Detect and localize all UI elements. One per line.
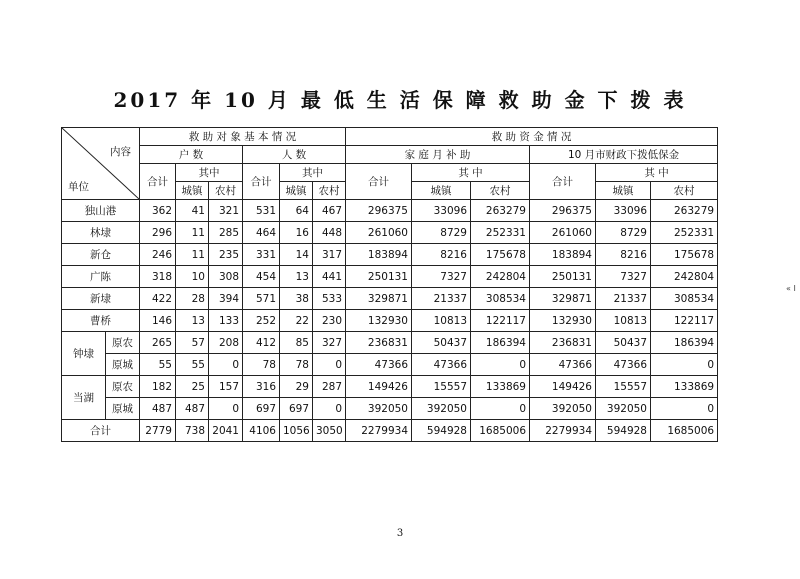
value-cell: 47366 (346, 354, 412, 376)
allowance-table (61, 127, 718, 442)
value-cell: 8216 (596, 244, 651, 266)
value-cell: 22 (280, 310, 313, 332)
value-cell: 8216 (412, 244, 471, 266)
header-total: 合计 (530, 164, 596, 200)
header-total: 合计 (243, 164, 280, 200)
value-cell: 454 (243, 266, 280, 288)
value-cell: 2779 (140, 420, 176, 442)
value-cell: 50437 (412, 332, 471, 354)
value-cell: 14 (280, 244, 313, 266)
header-of-which: 其中 (176, 164, 243, 182)
header-oct-allocation: 10 月市财政下拨低保金 (530, 146, 718, 164)
value-cell: 122117 (471, 310, 530, 332)
sub-unit-label: 原农 (106, 332, 140, 354)
value-cell: 246 (140, 244, 176, 266)
value-cell: 571 (243, 288, 280, 310)
value-cell: 47366 (596, 354, 651, 376)
value-cell: 0 (209, 398, 243, 420)
value-cell: 38 (280, 288, 313, 310)
value-cell: 296375 (346, 200, 412, 222)
value-cell: 16 (280, 222, 313, 244)
value-cell: 122117 (651, 310, 718, 332)
value-cell: 175678 (471, 244, 530, 266)
value-cell: 208 (209, 332, 243, 354)
value-cell: 4106 (243, 420, 280, 442)
value-cell: 329871 (346, 288, 412, 310)
value-cell: 533 (313, 288, 346, 310)
value-cell: 287 (313, 376, 346, 398)
value-cell: 47366 (412, 354, 471, 376)
table-row (62, 266, 718, 288)
total-row (62, 420, 718, 442)
value-cell: 242804 (471, 266, 530, 288)
unit-label: 独山港 (62, 200, 140, 222)
value-cell: 15557 (596, 376, 651, 398)
value-cell: 242804 (651, 266, 718, 288)
value-cell: 21337 (412, 288, 471, 310)
value-cell: 55 (176, 354, 209, 376)
value-cell: 252331 (471, 222, 530, 244)
value-cell: 235 (209, 244, 243, 266)
value-cell: 487 (176, 398, 209, 420)
value-cell: 132930 (530, 310, 596, 332)
sub-unit-label: 原城 (106, 354, 140, 376)
value-cell: 531 (243, 200, 280, 222)
table-row (62, 310, 718, 332)
value-cell: 230 (313, 310, 346, 332)
value-cell: 149426 (530, 376, 596, 398)
value-cell: 133 (209, 310, 243, 332)
value-cell: 394 (209, 288, 243, 310)
table-row (62, 222, 718, 244)
sub-unit-label: 原农 (106, 376, 140, 398)
value-cell: 47366 (530, 354, 596, 376)
unit-label: 新埭 (62, 288, 140, 310)
value-cell: 15557 (412, 376, 471, 398)
header-rural: 农村 (313, 182, 346, 200)
value-cell: 392050 (346, 398, 412, 420)
value-cell: 0 (313, 354, 346, 376)
value-cell: 149426 (346, 376, 412, 398)
unit-group-label: 钟埭 (62, 332, 106, 376)
header-households: 户 数 (140, 146, 243, 164)
unit-label: 新仓 (62, 244, 140, 266)
header-basic-info: 救 助 对 象 基 本 情 况 (140, 128, 346, 146)
value-cell: 0 (651, 398, 718, 420)
table-row (62, 288, 718, 310)
value-cell: 296375 (530, 200, 596, 222)
value-cell: 308534 (471, 288, 530, 310)
value-cell: 132930 (346, 310, 412, 332)
value-cell: 183894 (530, 244, 596, 266)
header-corner (62, 128, 140, 200)
value-cell: 0 (471, 398, 530, 420)
value-cell: 308 (209, 266, 243, 288)
value-cell: 738 (176, 420, 209, 442)
value-cell: 1056 (280, 420, 313, 442)
value-cell: 8729 (596, 222, 651, 244)
value-cell: 157 (209, 376, 243, 398)
value-cell: 448 (313, 222, 346, 244)
value-cell: 327 (313, 332, 346, 354)
value-cell: 2041 (209, 420, 243, 442)
table-row (62, 200, 718, 222)
value-cell: 236831 (346, 332, 412, 354)
value-cell: 467 (313, 200, 346, 222)
value-cell: 265 (140, 332, 176, 354)
value-cell: 362 (140, 200, 176, 222)
value-cell: 50437 (596, 332, 651, 354)
header-people: 人 数 (243, 146, 346, 164)
unit-label: 曹桥 (62, 310, 140, 332)
value-cell: 697 (243, 398, 280, 420)
value-cell: 3050 (313, 420, 346, 442)
header-unit-label: 单位 (68, 181, 89, 193)
value-cell: 11 (176, 222, 209, 244)
total-label: 合计 (62, 420, 140, 442)
value-cell: 2279934 (530, 420, 596, 442)
value-cell: 441 (313, 266, 346, 288)
value-cell: 317 (313, 244, 346, 266)
value-cell: 261060 (346, 222, 412, 244)
value-cell: 261060 (530, 222, 596, 244)
value-cell: 296 (140, 222, 176, 244)
value-cell: 0 (313, 398, 346, 420)
value-cell: 392050 (530, 398, 596, 420)
margin-mark: « I (786, 284, 796, 293)
value-cell: 331 (243, 244, 280, 266)
value-cell: 316 (243, 376, 280, 398)
header-content-label: 内容 (110, 146, 131, 158)
value-cell: 133869 (471, 376, 530, 398)
value-cell: 263279 (651, 200, 718, 222)
value-cell: 57 (176, 332, 209, 354)
value-cell: 64 (280, 200, 313, 222)
value-cell: 321 (209, 200, 243, 222)
header-urban: 城镇 (280, 182, 313, 200)
table-row (62, 398, 718, 420)
value-cell: 7327 (596, 266, 651, 288)
value-cell: 250131 (530, 266, 596, 288)
header-rural: 农村 (651, 182, 718, 200)
value-cell: 29 (280, 376, 313, 398)
value-cell: 2279934 (346, 420, 412, 442)
table-row (62, 376, 718, 398)
value-cell: 33096 (412, 200, 471, 222)
value-cell: 329871 (530, 288, 596, 310)
unit-label: 广陈 (62, 266, 140, 288)
value-cell: 28 (176, 288, 209, 310)
value-cell: 318 (140, 266, 176, 288)
header-urban: 城镇 (176, 182, 209, 200)
value-cell: 175678 (651, 244, 718, 266)
value-cell: 13 (280, 266, 313, 288)
value-cell: 252 (243, 310, 280, 332)
header-of-which: 其 中 (412, 164, 530, 182)
unit-label: 林埭 (62, 222, 140, 244)
value-cell: 11 (176, 244, 209, 266)
value-cell: 41 (176, 200, 209, 222)
header-fund-info: 救 助 资 金 情 况 (346, 128, 718, 146)
value-cell: 392050 (596, 398, 651, 420)
sub-unit-label: 原城 (106, 398, 140, 420)
value-cell: 78 (243, 354, 280, 376)
value-cell: 252331 (651, 222, 718, 244)
value-cell: 236831 (530, 332, 596, 354)
value-cell: 33096 (596, 200, 651, 222)
value-cell: 250131 (346, 266, 412, 288)
header-urban: 城镇 (596, 182, 651, 200)
value-cell: 392050 (412, 398, 471, 420)
value-cell: 594928 (596, 420, 651, 442)
value-cell: 133869 (651, 376, 718, 398)
header-of-which: 其 中 (596, 164, 718, 182)
value-cell: 1685006 (471, 420, 530, 442)
value-cell: 8729 (412, 222, 471, 244)
table-row (62, 354, 718, 376)
value-cell: 412 (243, 332, 280, 354)
header-urban: 城镇 (412, 182, 471, 200)
value-cell: 183894 (346, 244, 412, 266)
value-cell: 146 (140, 310, 176, 332)
header-of-which: 其中 (280, 164, 346, 182)
header-rural: 农村 (209, 182, 243, 200)
value-cell: 0 (209, 354, 243, 376)
value-cell: 186394 (471, 332, 530, 354)
value-cell: 422 (140, 288, 176, 310)
page-title: 2017 年 10 月 最 低 生 活 保 障 救 助 金 下 拨 表 (113, 88, 687, 112)
value-cell: 594928 (412, 420, 471, 442)
value-cell: 7327 (412, 266, 471, 288)
value-cell: 85 (280, 332, 313, 354)
value-cell: 263279 (471, 200, 530, 222)
value-cell: 0 (651, 354, 718, 376)
header-family-subsidy: 家 庭 月 补 助 (346, 146, 530, 164)
value-cell: 186394 (651, 332, 718, 354)
page-number: 3 (396, 528, 404, 539)
value-cell: 487 (140, 398, 176, 420)
value-cell: 464 (243, 222, 280, 244)
unit-group-label: 当湖 (62, 376, 106, 420)
value-cell: 0 (471, 354, 530, 376)
value-cell: 21337 (596, 288, 651, 310)
value-cell: 697 (280, 398, 313, 420)
value-cell: 182 (140, 376, 176, 398)
value-cell: 10 (176, 266, 209, 288)
table-row (62, 332, 718, 354)
value-cell: 10813 (596, 310, 651, 332)
value-cell: 25 (176, 376, 209, 398)
value-cell: 1685006 (651, 420, 718, 442)
table-row (62, 244, 718, 266)
value-cell: 13 (176, 310, 209, 332)
value-cell: 55 (140, 354, 176, 376)
value-cell: 10813 (412, 310, 471, 332)
value-cell: 78 (280, 354, 313, 376)
value-cell: 285 (209, 222, 243, 244)
value-cell: 308534 (651, 288, 718, 310)
header-total: 合计 (346, 164, 412, 200)
header-rural: 农村 (471, 182, 530, 200)
header-total: 合计 (140, 164, 176, 200)
